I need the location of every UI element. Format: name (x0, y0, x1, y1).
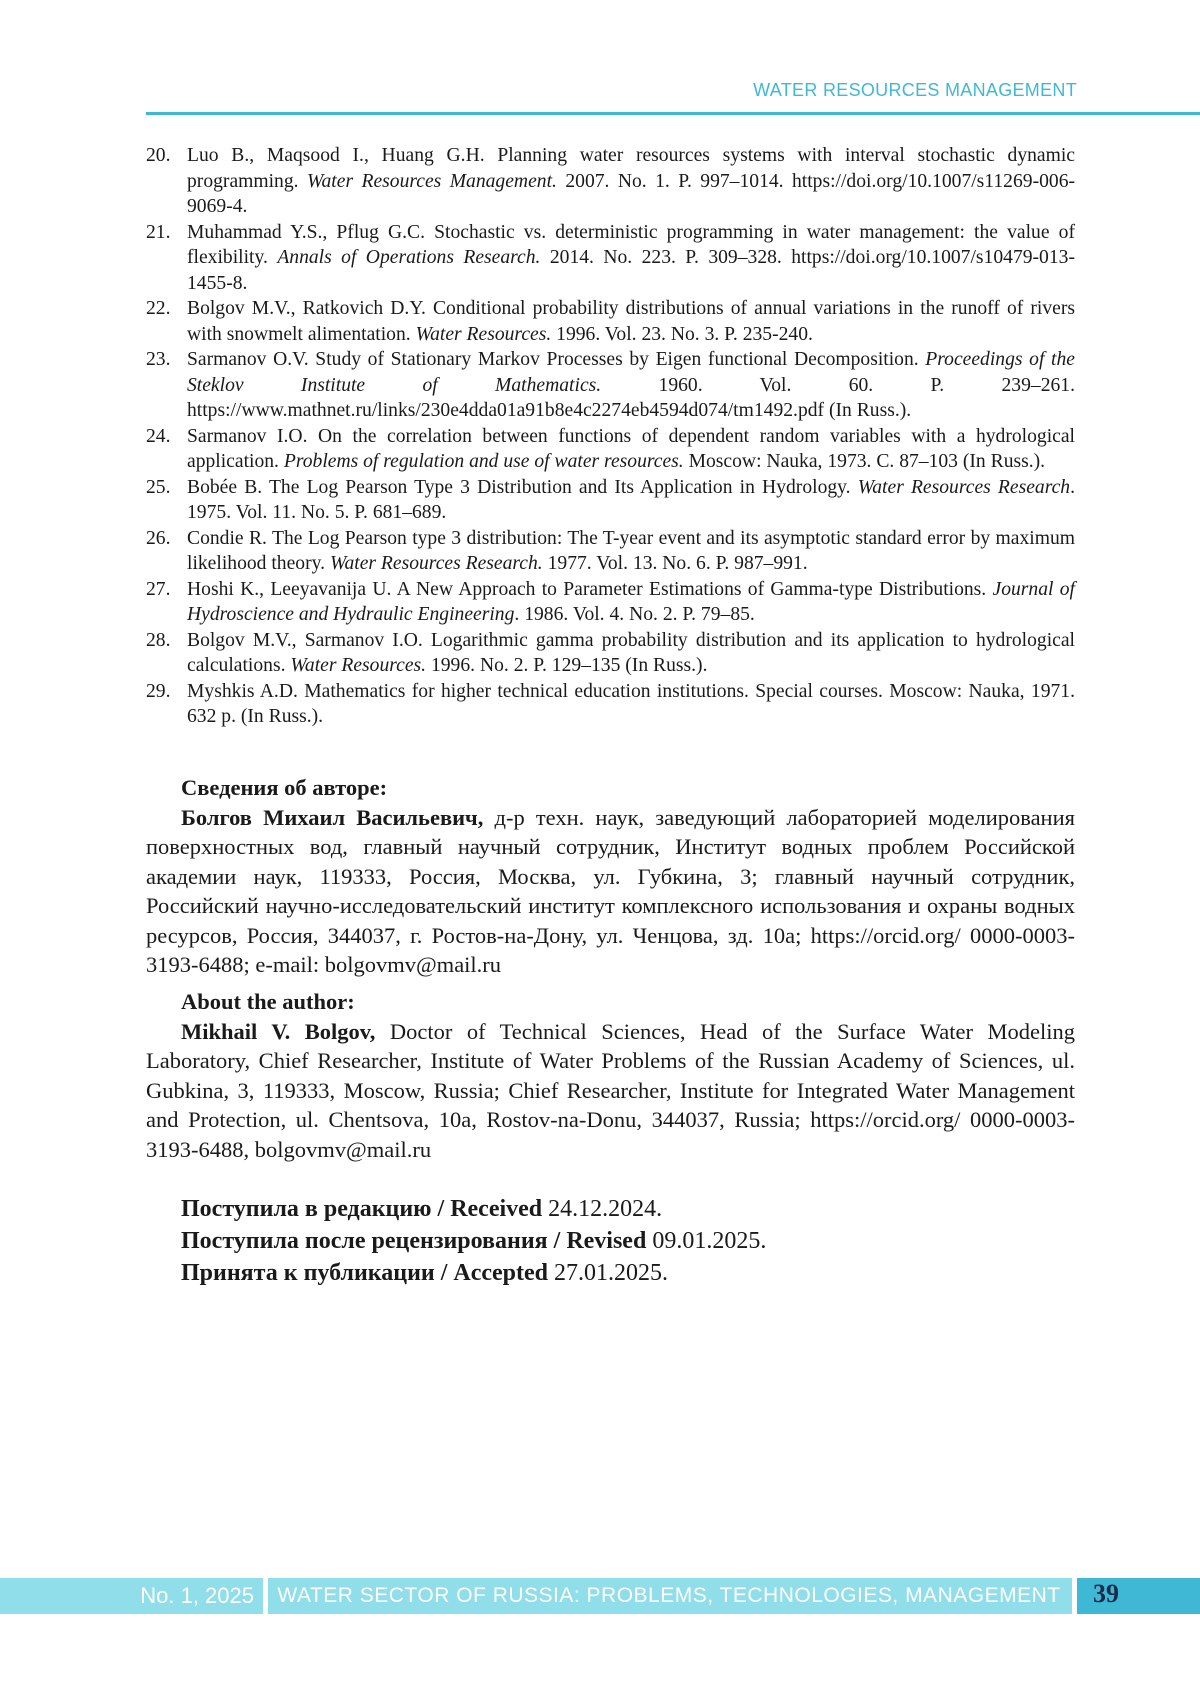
reference-journal: Water Resources Research (857, 476, 1071, 498)
author-details-ru: д-р техн. наук, заведующий лабораторией моделирования поверхностных вод, главный научный сотрудник, Институт водных проблем Российской академии наук, 119333, Россия, Москва, ул. Губкина, 3; главный научный сотрудник, Российский научно-исследовательский институт комплексного использования и охраны водных ресурсов, Россия, 344037, г. Ростов-на-Дону, ул. Ченцова, зд. 10а; https://orcid.org/ 0000-0003-3193-6488; e-mail: bolgovmv@mail.ru (146, 804, 1075, 977)
reference-journal: Water Resources Research. (329, 553, 543, 574)
date-label: Поступила после рецензирования / Revised (181, 1228, 647, 1254)
page-number-box (1077, 1578, 1200, 1614)
reference-journal: Journal of Hydroscience and Hydraulic Engineering (187, 578, 1076, 625)
author-info-ru (146, 773, 1075, 980)
page-number: 39 (1093, 1579, 1119, 1608)
reference-details: 1996. Vol. 23. No. 3. P. 235-240. (551, 323, 813, 345)
reference-authors-title: Bolgov M.V., Ratkovich D.Y. Conditional probability distributions of annual variations in the runoff of rivers with snowmelt alimentation. (187, 298, 1075, 345)
reference-number: 25. (146, 476, 171, 498)
reference-journal: Problems of regulation and use of water resources. (283, 451, 684, 472)
author-name-ru: Болгов Михаил Васильевич, (181, 804, 484, 830)
reference-authors-title: Sarmanov O.V. Study of Stationary Markov Processes by Eigen functional Decomposition. (187, 349, 926, 370)
reference-authors-title: Myshkis A.D. Mathematics for higher technical education institutions. Special courses. Moscow: Nauka, 1971. 632 p. (In Russ.). (187, 680, 1075, 727)
date-value: 27.01.2025. (548, 1260, 669, 1286)
author-details-en: Doctor of Technical Sciences, Head of the Surface Water Modeling Laboratory, Chief Researcher, Institute of Water Problems of the Russian Academy of Sciences, ul. Gubkina, 3, 119333, Moscow, Russia; Chief Researcher, Institute for Integrated Water Management and Protection, ul. Chentsova, 10a, Rostov-na-Donu, 344037, Russia; https://orcid.org/ 0000-0003-3193-6488, bolgovmv@mail.ru (146, 1018, 1075, 1162)
author-heading-ru: Сведения об авторе: (181, 775, 388, 800)
date-revised (181, 1225, 766, 1257)
reference-number: 27. (146, 578, 171, 600)
date-value: 09.01.2025. (646, 1228, 767, 1254)
reference-journal: Annals of Operations Research. (277, 247, 541, 268)
date-label: Принята к публикации / Accepted (181, 1260, 549, 1286)
reference-item (146, 475, 1075, 526)
date-received (181, 1193, 766, 1225)
reference-authors-title: Bobée B. The Log Pearson Type 3 Distribution and Its Application in Hydrology. (187, 476, 858, 498)
author-name-en: Mikhail V. Bolgov, (181, 1018, 376, 1044)
footer-journal-title: WATER SECTOR OF RUSSIA: PROBLEMS, TECHNOLOGIES, MANAGEMENT (277, 1584, 1061, 1607)
reference-number: 28. (146, 629, 171, 651)
reference-authors-title: Muhammad Y.S., Pflug G.C. Stochastic vs. deterministic programming in water management: the value of flexibility. (187, 221, 1075, 268)
reference-number: 21. (146, 221, 171, 243)
reference-authors-title: Luo B., Maqsood I., Huang G.H. Planning water resources systems with interval stochastic dynamic programming. (187, 145, 1075, 192)
reference-journal: Water Resources. (290, 655, 427, 676)
reference-details: 1977. Vol. 13. No. 6. P. 987–991. (542, 553, 808, 574)
reference-item (146, 143, 1075, 220)
footer-issue (0, 1580, 262, 1612)
reference-item (146, 347, 1075, 424)
date-value: 24.12.2024. (542, 1196, 663, 1222)
date-accepted (181, 1257, 766, 1289)
article-dates (181, 1193, 766, 1289)
reference-journal: Proceedings of the Steklov Institute of Mathematics. (187, 349, 1075, 396)
reference-authors-title: Condie R. The Log Pearson type 3 distribution: The T-year event and its asymptotic standard error by maximum likelihood theory. (187, 527, 1075, 574)
reference-details: . 1986. Vol. 4. No. 2. P. 79–85. (514, 604, 755, 625)
author-info-en (146, 987, 1075, 1164)
reference-journal: Water Resources. (415, 323, 552, 345)
reference-number: 24. (146, 425, 171, 447)
reference-number: 29. (146, 680, 171, 702)
reference-list (146, 143, 1075, 730)
author-bio-ru (146, 803, 1075, 980)
reference-number: 26. (146, 527, 171, 549)
reference-authors-title: Hoshi K., Leeyavanija U. A New Approach to Parameter Estimations of Gamma-type Distributions. (187, 578, 993, 600)
running-head (146, 78, 1200, 115)
reference-item (146, 220, 1075, 297)
reference-details: . 1975. Vol. 11. No. 5. P. 681–689. (187, 476, 1075, 523)
reference-item (146, 577, 1075, 628)
issue-number: No. 1, 2025 (140, 1583, 254, 1608)
reference-item (146, 526, 1075, 577)
reference-authors-title: Sarmanov I.O. On the correlation between functions of dependent random variables with a hydrological application. (187, 425, 1075, 472)
reference-details: 2007. No. 1. P. 997–1014. https://doi.org/10.1007/s11269-006-9069-4. (187, 170, 1076, 217)
reference-journal: Water Resources Management. (306, 170, 557, 192)
date-label: Поступила в редакцию / Received (181, 1196, 543, 1222)
author-heading-en: About the author: (181, 989, 355, 1014)
reference-item (146, 424, 1075, 475)
reference-details: 1996. No. 2. P. 129–135 (In Russ.). (426, 655, 708, 676)
reference-number: 22. (146, 298, 171, 319)
section-title: WATER RESOURCES MANAGEMENT (753, 80, 1077, 100)
reference-item (146, 679, 1075, 730)
reference-number: 23. (146, 349, 171, 370)
reference-item (146, 628, 1075, 679)
reference-number: 20. (146, 145, 171, 166)
reference-details: 1960. Vol. 60. P. 239–261. https://www.mathnet.ru/links/230e4dda01a91b8e4c2274eb4594d074/tm1492.pdf (In Russ.). (187, 374, 1075, 421)
reference-details: 2014. No. 223. P. 309–328. https://doi.org/10.1007/s10479-013-1455-8. (187, 247, 1075, 294)
reference-authors-title: Bolgov M.V., Sarmanov I.O. Logarithmic gamma probability distribution and its application to hydrological calculations. (187, 629, 1075, 676)
reference-details: Moscow: Nauka, 1973. С. 87–103 (In Russ.). (683, 451, 1046, 472)
author-bio-en (146, 1017, 1075, 1165)
reference-item (146, 296, 1075, 347)
